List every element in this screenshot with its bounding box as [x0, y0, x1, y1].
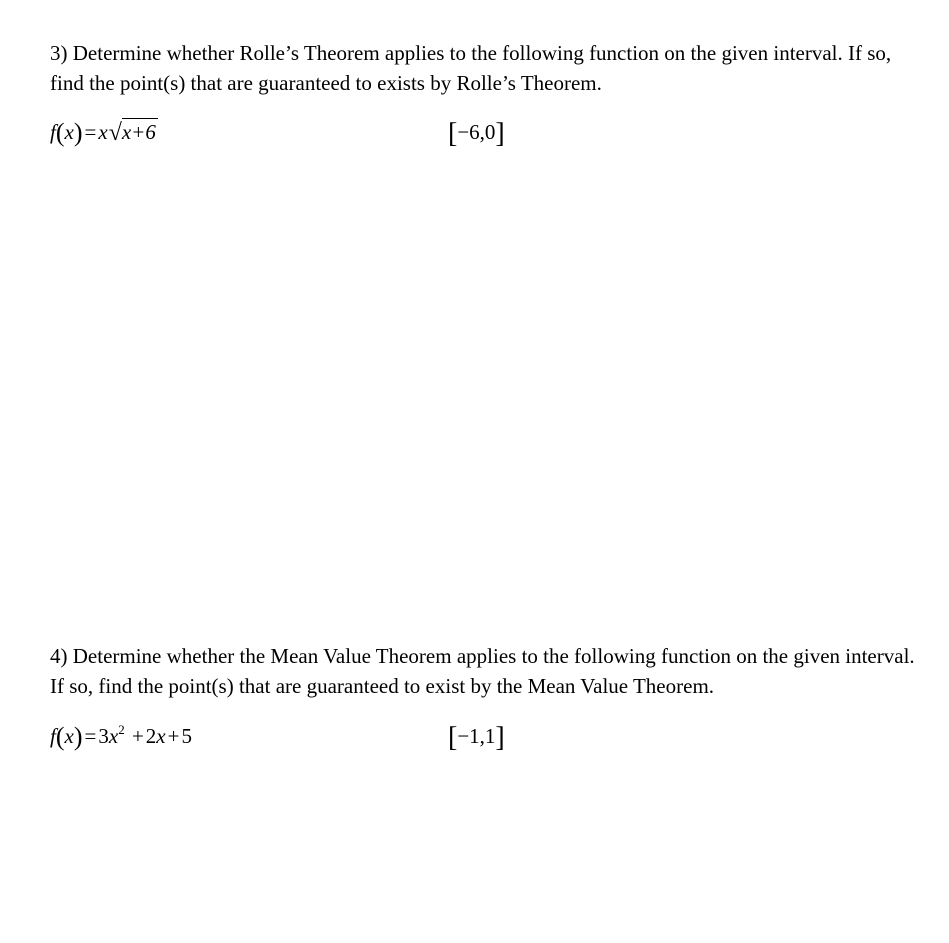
problem-3-text: Determine whether Rolle’s Theorem applies to the following function on the given interval. If so, find the point(s) that are guaranteed to exists by Rolle’s Theorem.	[50, 41, 892, 95]
square-root-symbol: √	[108, 120, 122, 146]
problem-4-number: 4)	[50, 644, 68, 668]
interval-close-bracket: ]	[495, 118, 505, 149]
function-name: f	[50, 724, 56, 748]
problem-3-interval	[448, 112, 505, 154]
problem-3-prompt	[50, 38, 920, 98]
function-variable: x	[64, 120, 74, 144]
function-variable: x	[64, 724, 74, 748]
term2-variable: x	[156, 724, 166, 748]
problem-4-function: $f(x)=3x^2 +2x+5$	[50, 722, 192, 751]
problem-3-number: 3)	[50, 41, 68, 65]
term1-exponent: 2	[118, 722, 125, 737]
interval-open-bracket: [	[448, 118, 458, 149]
term2-coefficient: 2	[145, 724, 157, 748]
term1-variable: x	[108, 724, 119, 748]
problem-4-interval	[448, 716, 505, 758]
problem-3-function: f(x)=x√x+6	[50, 118, 156, 147]
function-name: f	[50, 120, 56, 144]
interval-values: −1,1	[457, 724, 496, 748]
term3-constant: 5	[181, 724, 192, 748]
interval-values: −6,0	[457, 120, 496, 144]
term1-coefficient: 3	[98, 724, 109, 748]
interval-close-bracket: ]	[495, 722, 505, 753]
problem-4-prompt	[50, 641, 920, 701]
coefficient-variable: x	[98, 120, 108, 144]
problem-4-text: Determine whether the Mean Value Theorem applies to the following function on the given interval. If so, find the point(s) that are guaranteed to exist by the Mean Value Theorem.	[50, 644, 915, 698]
radicand: x+6	[121, 120, 156, 144]
interval-open-bracket: [	[448, 722, 458, 753]
